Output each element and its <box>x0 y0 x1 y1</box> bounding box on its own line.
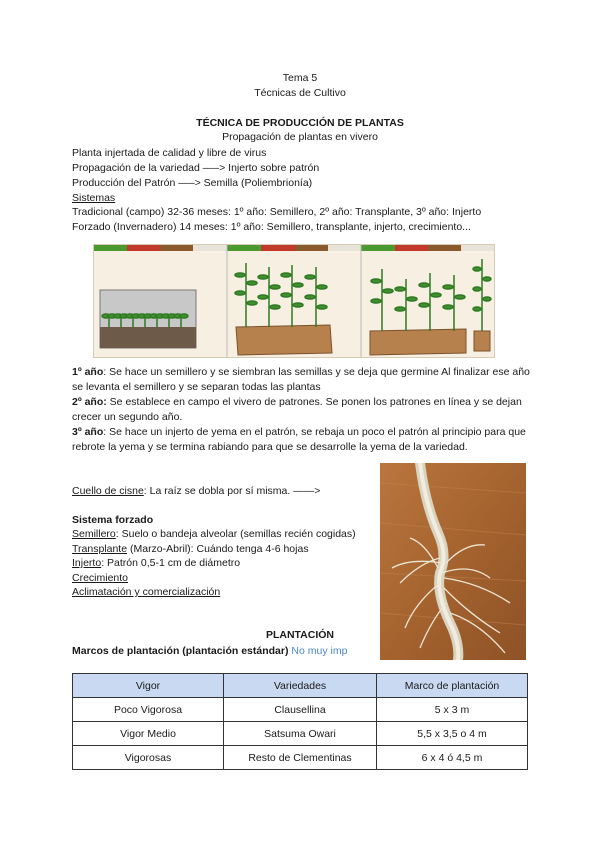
cell-marco: 5 x 3 m <box>377 698 528 722</box>
aclimatacion-line: Aclimatación y comercialización <box>72 586 221 598</box>
years-block <box>72 365 532 455</box>
header-vigor: Vigor <box>73 674 224 698</box>
cuello-term: Cuello de cisne <box>72 485 144 497</box>
header-variedades: Variedades <box>224 674 377 698</box>
year-1-label: 1º año <box>72 366 104 378</box>
year-3-text: : Se hace un injerto de yema en el patrón, se rebaja un poco el patrón al principio para que rebrote la yema y se termina rabiando para que se desarrolle la yema de la variedad. <box>72 426 526 453</box>
cell-vigor: Poco Vigorosa <box>73 698 224 722</box>
year-3-label: 3º año <box>72 426 104 438</box>
sistema-forzado-heading: Sistema forzado <box>72 514 154 526</box>
intro-line: Propagación de la variedad —–> Injerto sobre patrón <box>72 162 320 174</box>
forzado-line: Forzado (Invernadero) 14 meses: 1º año: Semillero, transplante, injerto, crecimiento... <box>72 221 471 233</box>
nursery-illustration <box>93 244 495 358</box>
cell-vigor: Vigor Medio <box>73 722 224 746</box>
year-1-text: : Se hace un semillero y se siembran las semillas y se deja que germine Al finalizar ese año se levanta el semillero y se separan todas las plantas <box>72 366 530 393</box>
semillero-term: Semillero <box>72 528 116 540</box>
header-marco: Marco de plantación <box>377 674 528 698</box>
tradicional-line: Tradicional (campo) 32-36 meses: 1º año: Semillero, 2º año: Transplante, 3º año: Injerto <box>72 206 482 218</box>
cell-variedad: Clausellina <box>224 698 377 722</box>
sistemas-heading: Sistemas <box>72 192 116 204</box>
table-header-row <box>73 674 528 698</box>
marcos-table <box>72 673 528 770</box>
table-row <box>73 698 528 722</box>
plantacion-title: PLANTACIÓN <box>265 629 335 641</box>
year-color-bars <box>94 245 494 251</box>
marcos-line <box>72 644 347 658</box>
year-3-paragraph <box>72 425 532 455</box>
table-row <box>73 746 528 770</box>
marcos-heading: Marcos de plantación (plantación estándar) <box>72 645 289 657</box>
year-2-paragraph <box>72 395 532 425</box>
intro-line: Producción del Patrón —–> Semilla (Poliembrionía) <box>72 177 313 189</box>
section-subtitle: Propagación de plantas en vivero <box>222 131 378 143</box>
crecimiento-line: Crecimiento <box>72 572 129 584</box>
cell-marco: 5,5 x 3,5 o 4 m <box>377 722 528 746</box>
cuello-text: : La raíz se dobla por sí misma. ——> <box>143 485 321 497</box>
injerto-term: Injerto <box>72 557 102 569</box>
topic-subtitle: Técnicas de Cultivo <box>254 87 346 99</box>
nursery-stages-graphic <box>94 245 494 357</box>
topic-label: Tema 5 <box>282 72 318 84</box>
section-title: TÉCNICA DE PRODUCCIÓN DE PLANTAS <box>196 117 404 129</box>
injerto-text: : Patrón 0,5-1 cm de diámetro <box>101 557 241 569</box>
intro-line: Planta injertada de calidad y libre de virus <box>72 147 267 159</box>
transplante-line <box>72 542 309 556</box>
year-1-paragraph <box>72 365 532 395</box>
transplante-text: (Marzo-Abril): Cuándo tenga 4-6 hojas <box>127 543 309 555</box>
cell-variedad: Resto de Clementinas <box>224 746 377 770</box>
transplante-term: Transplante <box>72 543 128 555</box>
cell-variedad: Satsuma Owari <box>224 722 377 746</box>
cell-vigor: Vigorosas <box>73 746 224 770</box>
cuello-line <box>72 484 320 498</box>
year-2-label: 2º año: <box>72 396 107 408</box>
semillero-text: : Suelo o bandeja alveolar (semillas recién cogidas) <box>115 528 356 540</box>
table-row <box>73 722 528 746</box>
semillero-line <box>72 527 356 541</box>
cell-marco: 6 x 4 ó 4,5 m <box>377 746 528 770</box>
injerto-line <box>72 556 240 570</box>
year-2-text: Se establece en campo el vivero de patrones. Se ponen los patrones en línea y se dejan crecer un segundo año. <box>72 396 522 423</box>
marcos-note: No muy imp <box>291 645 348 657</box>
